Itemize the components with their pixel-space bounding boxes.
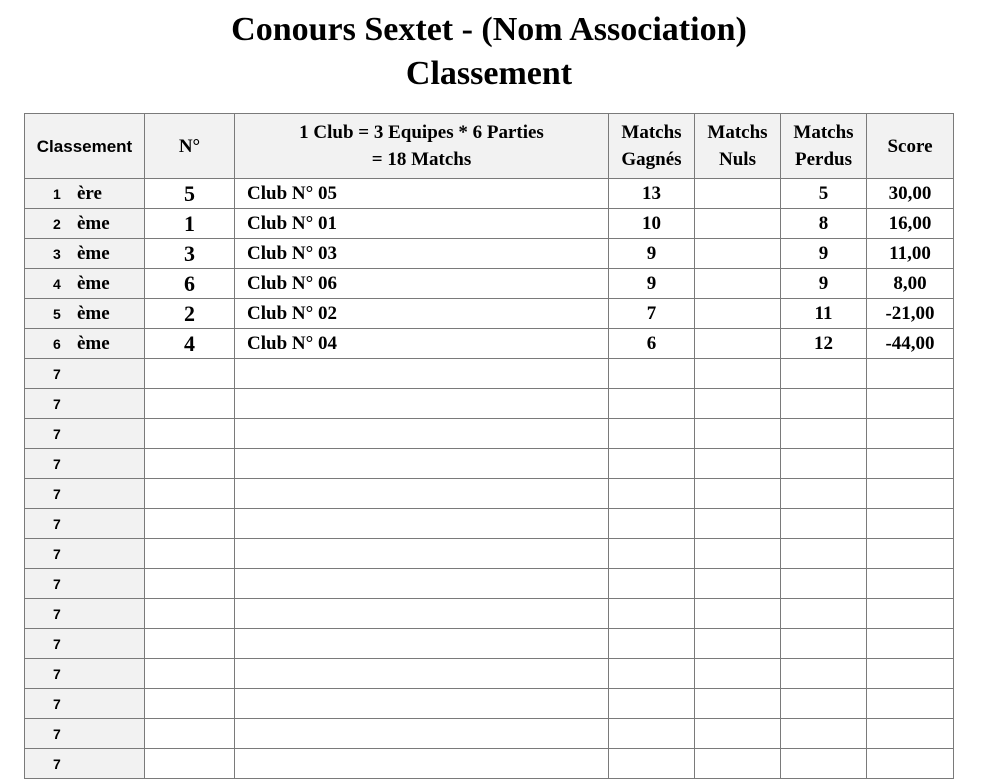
header-perdus-line1: Matchs: [793, 122, 854, 143]
matchs-nuls-cell: [695, 479, 781, 509]
club-name-cell: [235, 659, 609, 689]
rank-number: 7: [53, 545, 61, 562]
matchs-gagnes-cell: 13: [609, 179, 695, 209]
table-row: [25, 749, 954, 779]
rank-suffix: ème: [77, 272, 110, 294]
header-numero: N°: [145, 114, 235, 179]
matchs-nuls-cell: [695, 659, 781, 689]
score-cell: [867, 449, 954, 479]
club-number-cell: [145, 659, 235, 689]
club-name-cell: [235, 719, 609, 749]
club-name-cell: [235, 509, 609, 539]
club-number-cell: [145, 449, 235, 479]
matchs-gagnes-cell: 7: [609, 299, 695, 329]
club-name-cell: [235, 629, 609, 659]
score-cell: 11,00: [867, 239, 954, 269]
rank-number: 2: [53, 215, 61, 232]
club-number-cell: [145, 749, 235, 779]
rank-suffix: ème: [77, 212, 110, 234]
matchs-perdus-cell: [781, 479, 867, 509]
header-gagnes-line2: Gagnés: [621, 149, 682, 170]
header-nuls-line1: Matchs: [707, 122, 768, 143]
score-cell: [867, 689, 954, 719]
matchs-gagnes-cell: [609, 509, 695, 539]
matchs-gagnes-cell: [609, 539, 695, 569]
rank-cell: [25, 569, 145, 599]
matchs-perdus-cell: [781, 509, 867, 539]
rank-number: 7: [53, 455, 61, 472]
score-cell: -21,00: [867, 299, 954, 329]
header-perdus-line2: Perdus: [795, 149, 852, 170]
club-name-cell: [235, 419, 609, 449]
club-name-cell: [235, 689, 609, 719]
score-cell: 30,00: [867, 179, 954, 209]
matchs-perdus-cell: [781, 449, 867, 479]
rank-number: 7: [53, 665, 61, 682]
matchs-gagnes-cell: [609, 479, 695, 509]
club-number-cell: [145, 509, 235, 539]
rank-number: 5: [53, 305, 61, 322]
club-number-cell: 5: [145, 179, 235, 209]
table-row: [25, 689, 954, 719]
rank-cell: [25, 689, 145, 719]
club-name-cell: Club N° 03: [235, 239, 609, 269]
matchs-perdus-cell: 5: [781, 179, 867, 209]
matchs-perdus-cell: [781, 659, 867, 689]
matchs-perdus-cell: 9: [781, 239, 867, 269]
club-name-cell: Club N° 01: [235, 209, 609, 239]
club-number-cell: [145, 359, 235, 389]
matchs-nuls-cell: [695, 689, 781, 719]
header-classement: Classement: [25, 114, 145, 179]
club-number-cell: [145, 629, 235, 659]
rank-number: 7: [53, 395, 61, 412]
matchs-nuls-cell: [695, 509, 781, 539]
matchs-gagnes-cell: [609, 629, 695, 659]
table-row: [25, 389, 954, 419]
rank-cell: [25, 719, 145, 749]
score-cell: [867, 419, 954, 449]
rank-number: 7: [53, 755, 61, 772]
club-number-cell: [145, 719, 235, 749]
header-gagnes-line1: Matchs: [621, 122, 682, 143]
table-row: [25, 569, 954, 599]
club-number-cell: 6: [145, 269, 235, 299]
matchs-gagnes-cell: 9: [609, 239, 695, 269]
header-club-line1: 1 Club = 3 Equipes * 6 Parties: [299, 122, 544, 143]
rank-number: 6: [53, 335, 61, 352]
rank-cell: [25, 209, 145, 239]
rank-cell: [25, 479, 145, 509]
table-row: [25, 479, 954, 509]
matchs-nuls-cell: [695, 599, 781, 629]
club-name-cell: [235, 569, 609, 599]
matchs-nuls-cell: [695, 239, 781, 269]
matchs-gagnes-cell: [609, 449, 695, 479]
matchs-gagnes-cell: 10: [609, 209, 695, 239]
header-row: [25, 114, 954, 179]
rank-cell: [25, 269, 145, 299]
matchs-nuls-cell: [695, 749, 781, 779]
matchs-nuls-cell: [695, 719, 781, 749]
ranking-table-body: [25, 179, 954, 779]
table-row: [25, 629, 954, 659]
rank-number: 4: [53, 275, 61, 292]
rank-cell: [25, 599, 145, 629]
club-number-cell: [145, 569, 235, 599]
rank-cell: [25, 419, 145, 449]
page-subtitle: Classement: [405, 55, 573, 92]
table-row: [25, 269, 954, 299]
matchs-nuls-cell: [695, 569, 781, 599]
rank-number: 7: [53, 365, 61, 382]
rank-number: 3: [53, 245, 61, 262]
rank-suffix: ème: [77, 332, 110, 354]
table-row: [25, 659, 954, 689]
rank-cell: [25, 449, 145, 479]
header-matchs-perdus: [781, 114, 867, 179]
matchs-gagnes-cell: [609, 389, 695, 419]
matchs-nuls-cell: [695, 449, 781, 479]
rank-suffix: ème: [77, 302, 110, 324]
club-name-cell: Club N° 04: [235, 329, 609, 359]
header-matchs-nuls: [695, 114, 781, 179]
rank-cell: [25, 509, 145, 539]
matchs-gagnes-cell: 9: [609, 269, 695, 299]
club-name-cell: [235, 539, 609, 569]
matchs-perdus-cell: 11: [781, 299, 867, 329]
club-number-cell: [145, 539, 235, 569]
club-name-cell: Club N° 06: [235, 269, 609, 299]
rank-suffix: ère: [77, 182, 102, 204]
rank-cell: [25, 239, 145, 269]
score-cell: [867, 659, 954, 689]
score-cell: [867, 719, 954, 749]
rank-number: 1: [53, 185, 61, 202]
club-name-cell: [235, 479, 609, 509]
rank-cell: [25, 659, 145, 689]
matchs-gagnes-cell: [609, 659, 695, 689]
matchs-nuls-cell: [695, 359, 781, 389]
rank-cell: [25, 539, 145, 569]
club-name-cell: [235, 389, 609, 419]
table-row: [25, 299, 954, 329]
club-number-cell: [145, 479, 235, 509]
table-row: [25, 239, 954, 269]
matchs-perdus-cell: 12: [781, 329, 867, 359]
matchs-gagnes-cell: [609, 689, 695, 719]
score-cell: [867, 389, 954, 419]
club-number-cell: 3: [145, 239, 235, 269]
matchs-perdus-cell: [781, 629, 867, 659]
matchs-nuls-cell: [695, 269, 781, 299]
rank-number: 7: [53, 605, 61, 622]
table-row: [25, 359, 954, 389]
matchs-perdus-cell: [781, 719, 867, 749]
matchs-gagnes-cell: 6: [609, 329, 695, 359]
header-score: Score: [867, 114, 954, 179]
matchs-gagnes-cell: [609, 719, 695, 749]
rank-cell: [25, 749, 145, 779]
rank-number: 7: [53, 485, 61, 502]
rank-cell: [25, 179, 145, 209]
score-cell: 8,00: [867, 269, 954, 299]
matchs-perdus-cell: 9: [781, 269, 867, 299]
score-cell: [867, 599, 954, 629]
rank-number: 7: [53, 575, 61, 592]
header-club: [235, 114, 609, 179]
matchs-perdus-cell: [781, 359, 867, 389]
matchs-nuls-cell: [695, 329, 781, 359]
matchs-perdus-cell: 8: [781, 209, 867, 239]
matchs-nuls-cell: [695, 179, 781, 209]
matchs-perdus-cell: [781, 389, 867, 419]
rank-number: 7: [53, 695, 61, 712]
club-name-cell: [235, 449, 609, 479]
club-number-cell: 4: [145, 329, 235, 359]
matchs-nuls-cell: [695, 389, 781, 419]
score-cell: [867, 749, 954, 779]
rank-cell: [25, 629, 145, 659]
rank-number: 7: [53, 725, 61, 742]
header-club-line2: = 18 Matchs: [371, 149, 472, 170]
table-row: [25, 539, 954, 569]
header-nuls-line2: Nuls: [719, 149, 756, 170]
club-number-cell: 2: [145, 299, 235, 329]
club-name-cell: Club N° 05: [235, 179, 609, 209]
matchs-nuls-cell: [695, 539, 781, 569]
rank-cell: [25, 389, 145, 419]
table-row: [25, 179, 954, 209]
matchs-perdus-cell: [781, 689, 867, 719]
matchs-gagnes-cell: [609, 419, 695, 449]
table-row: [25, 329, 954, 359]
page-title: Conours Sextet - (Nom Association): [231, 11, 747, 48]
club-number-cell: [145, 389, 235, 419]
rank-cell: [25, 329, 145, 359]
matchs-nuls-cell: [695, 629, 781, 659]
club-number-cell: 1: [145, 209, 235, 239]
matchs-nuls-cell: [695, 209, 781, 239]
rank-number: 7: [53, 425, 61, 442]
club-name-cell: [235, 749, 609, 779]
ranking-table: [24, 113, 954, 779]
club-number-cell: [145, 689, 235, 719]
matchs-nuls-cell: [695, 419, 781, 449]
score-cell: [867, 539, 954, 569]
matchs-gagnes-cell: [609, 749, 695, 779]
matchs-perdus-cell: [781, 539, 867, 569]
table-row: [25, 449, 954, 479]
score-cell: [867, 509, 954, 539]
rank-number: 7: [53, 635, 61, 652]
matchs-gagnes-cell: [609, 359, 695, 389]
score-cell: -44,00: [867, 329, 954, 359]
club-name-cell: [235, 599, 609, 629]
club-name-cell: [235, 359, 609, 389]
header-matchs-gagnes: [609, 114, 695, 179]
matchs-perdus-cell: [781, 569, 867, 599]
rank-number: 7: [53, 515, 61, 532]
matchs-gagnes-cell: [609, 599, 695, 629]
rank-suffix: ème: [77, 242, 110, 264]
table-row: [25, 209, 954, 239]
matchs-perdus-cell: [781, 749, 867, 779]
matchs-nuls-cell: [695, 299, 781, 329]
score-cell: 16,00: [867, 209, 954, 239]
club-number-cell: [145, 599, 235, 629]
table-row: [25, 719, 954, 749]
table-row: [25, 419, 954, 449]
score-cell: [867, 569, 954, 599]
table-row: [25, 509, 954, 539]
table-row: [25, 599, 954, 629]
matchs-perdus-cell: [781, 599, 867, 629]
score-cell: [867, 359, 954, 389]
club-name-cell: Club N° 02: [235, 299, 609, 329]
matchs-perdus-cell: [781, 419, 867, 449]
rank-cell: [25, 299, 145, 329]
matchs-gagnes-cell: [609, 569, 695, 599]
score-cell: [867, 629, 954, 659]
club-number-cell: [145, 419, 235, 449]
rank-cell: [25, 359, 145, 389]
score-cell: [867, 479, 954, 509]
